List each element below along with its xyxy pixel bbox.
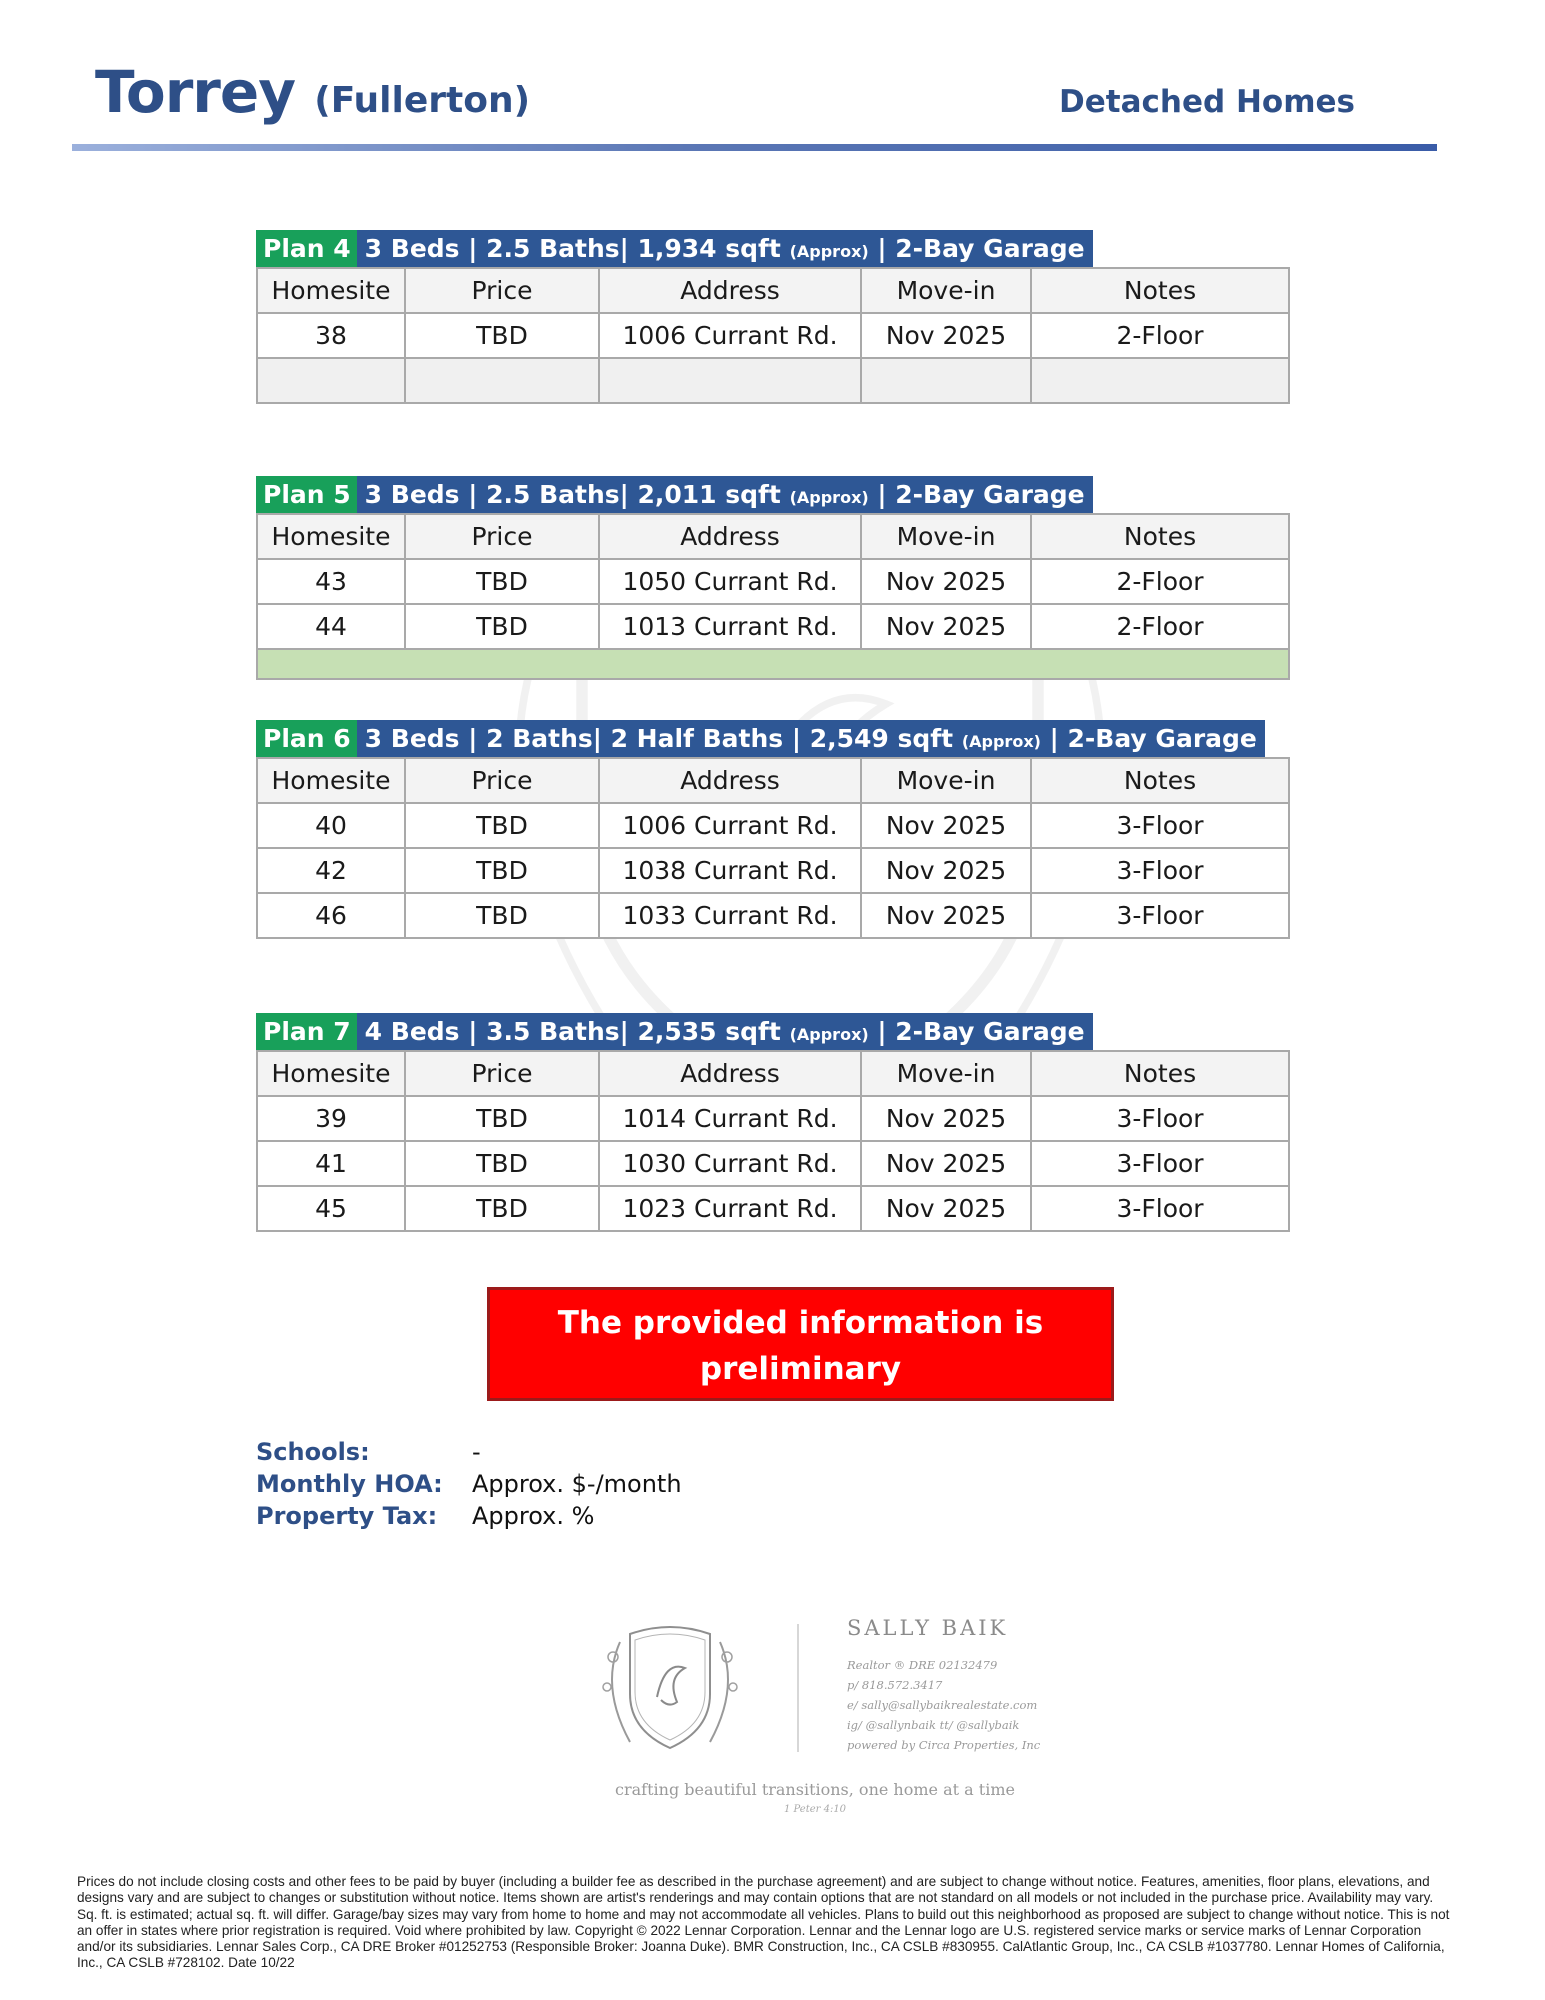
table-row <box>257 1186 1289 1231</box>
table-row <box>257 803 1289 848</box>
schools-row <box>256 1436 682 1468</box>
homesite-cell: 43 <box>257 559 405 604</box>
address-cell: 1006 Currant Rd. <box>599 803 861 848</box>
column-header-notes: Notes <box>1031 268 1289 313</box>
homesite-cell: 38 <box>257 313 405 358</box>
plan-specs: 3 Beds | 2.5 Baths| 2,011 sqft (Approx) | 2-Bay Garage <box>357 476 1093 513</box>
table-row <box>257 1096 1289 1141</box>
table-row <box>257 893 1289 938</box>
hoa-value: Approx. $-/month <box>472 1470 682 1498</box>
address-cell: 1023 Currant Rd. <box>599 1186 861 1231</box>
table-header-row <box>257 268 1289 313</box>
highlight-table-row <box>257 649 1289 679</box>
column-header-homesite: Homesite <box>257 1051 405 1096</box>
agent-verse: 1 Peter 4:10 <box>783 1804 847 1815</box>
column-header-price: Price <box>405 1051 599 1096</box>
tax-row <box>256 1500 682 1532</box>
price-cell: TBD <box>405 313 599 358</box>
header-divider <box>72 144 1437 151</box>
table-header-row <box>257 514 1289 559</box>
homesite-table <box>256 267 1290 404</box>
address-cell: 1006 Currant Rd. <box>599 313 861 358</box>
notes-cell: 2-Floor <box>1031 604 1289 649</box>
plan-name: Plan 7 <box>256 1013 357 1050</box>
plan-4-section <box>256 230 1288 404</box>
homesite-cell: 45 <box>257 1186 405 1231</box>
homesite-cell: 41 <box>257 1141 405 1186</box>
tax-value: Approx. % <box>472 1502 595 1530</box>
address-cell: 1014 Currant Rd. <box>599 1096 861 1141</box>
column-header-address: Address <box>599 514 861 559</box>
table-row <box>257 604 1289 649</box>
homesite-table <box>256 757 1290 939</box>
address-cell: 1038 Currant Rd. <box>599 848 861 893</box>
agent-brokerage: powered by Circa Properties, Inc <box>847 1738 1041 1752</box>
legal-disclaimer: Prices do not include closing costs and other fees to be paid by buyer (including a builder fee as described in the purchase agreement) and are subject to change without notice. Features, amenities, floor plans, elevations, and designs vary and are subject to changes or substitution without notice. Items shown are artist's renderings and may contain options that are not standard on all models or not included in the purchase price. Availability may vary. Sq. ft. is estimated; actual sq. ft. will differ. Garage/bay sizes may vary from home to home and may not accommodate all vehicles. Plans to build out this neighborhood as proposed are subject to change without notice. This is not an offer in states where prior registration is required. Void where prohibited by law. Copyright © 2022 Lennar Corporation. Lennar and the Lennar logo are U.S. registered service marks or service marks of Lennar Corporation and/or its subsidiaries. Lennar Sales Corp., CA DRE Broker #01252753 (Responsible Broker: Joanna Duke). BMR Construction, Inc., CA CSLB #830955. CalAtlantic Group, Inc., CA CSLB #1037780. Lennar Homes of California, Inc., CA CSLB #728102. Date 10/22 <box>77 1874 1450 1971</box>
column-header-address: Address <box>599 268 861 313</box>
page-title <box>95 58 530 126</box>
column-header-homesite: Homesite <box>257 268 405 313</box>
page-header <box>95 58 1355 128</box>
notice-line-1: The provided information is preliminary <box>557 1305 1044 1387</box>
address-cell: 1013 Currant Rd. <box>599 604 861 649</box>
price-cell: TBD <box>405 1096 599 1141</box>
preliminary-notice <box>487 1287 1114 1433</box>
price-cell: TBD <box>405 803 599 848</box>
notes-cell: 2-Floor <box>1031 313 1289 358</box>
price-cell: TBD <box>405 893 599 938</box>
move-in-cell: Nov 2025 <box>861 313 1031 358</box>
table-row <box>257 559 1289 604</box>
address-cell: 1030 Currant Rd. <box>599 1141 861 1186</box>
column-header-homesite: Homesite <box>257 514 405 559</box>
agent-divider <box>797 1624 799 1752</box>
column-header-move-in: Move-in <box>861 514 1031 559</box>
home-type-label: Detached Homes <box>1059 84 1355 120</box>
plan-specs: 4 Beds | 3.5 Baths| 2,535 sqft (Approx) | 2-Bay Garage <box>357 1013 1093 1050</box>
agent-email: e/ sally@sallybaikrealestate.com <box>847 1698 1038 1712</box>
price-cell: TBD <box>405 1141 599 1186</box>
move-in-cell: Nov 2025 <box>861 803 1031 848</box>
column-header-notes: Notes <box>1031 514 1289 559</box>
column-header-move-in: Move-in <box>861 1051 1031 1096</box>
plan-5-section <box>256 476 1288 680</box>
table-row <box>257 1141 1289 1186</box>
column-header-move-in: Move-in <box>861 758 1031 803</box>
empty-table-row <box>257 358 1289 403</box>
hoa-label: Monthly HOA: <box>256 1470 443 1498</box>
table-row <box>257 848 1289 893</box>
community-name: Torrey <box>95 58 296 126</box>
address-cell: 1033 Currant Rd. <box>599 893 861 938</box>
notes-cell: 3-Floor <box>1031 803 1289 848</box>
agent-phone: p/ 818.572.3417 <box>847 1678 943 1692</box>
move-in-cell: Nov 2025 <box>861 559 1031 604</box>
plan-specs: 3 Beds | 2.5 Baths| 1,934 sqft (Approx) | 2-Bay Garage <box>357 230 1093 267</box>
table-header-row <box>257 758 1289 803</box>
table-header-row <box>257 1051 1289 1096</box>
hoa-row <box>256 1468 682 1500</box>
homesite-cell: 44 <box>257 604 405 649</box>
schools-value: - <box>472 1438 481 1466</box>
plan-header <box>256 720 1288 757</box>
notes-cell: 3-Floor <box>1031 848 1289 893</box>
plan-header <box>256 476 1288 513</box>
price-cell: TBD <box>405 559 599 604</box>
column-header-notes: Notes <box>1031 1051 1289 1096</box>
agent-tagline: crafting beautiful transitions, one home at a time <box>615 1780 1015 1799</box>
plan-6-section <box>256 720 1288 939</box>
column-header-price: Price <box>405 758 599 803</box>
table-row <box>257 313 1289 358</box>
column-header-address: Address <box>599 1051 861 1096</box>
community-info <box>256 1436 682 1532</box>
price-cell: TBD <box>405 848 599 893</box>
homesite-table <box>256 1050 1290 1232</box>
column-header-price: Price <box>405 514 599 559</box>
notes-cell: 2-Floor <box>1031 559 1289 604</box>
homesite-table <box>256 513 1290 680</box>
column-header-price: Price <box>405 268 599 313</box>
move-in-cell: Nov 2025 <box>861 893 1031 938</box>
notes-cell: 3-Floor <box>1031 893 1289 938</box>
move-in-cell: Nov 2025 <box>861 1186 1031 1231</box>
column-header-move-in: Move-in <box>861 268 1031 313</box>
plan-specs: 3 Beds | 2 Baths| 2 Half Baths | 2,549 sqft (Approx) | 2-Bay Garage <box>357 720 1265 757</box>
plan-name: Plan 5 <box>256 476 357 513</box>
plan-name: Plan 4 <box>256 230 357 267</box>
address-cell: 1050 Currant Rd. <box>599 559 861 604</box>
homesite-cell: 40 <box>257 803 405 848</box>
tax-label: Property Tax: <box>256 1502 438 1530</box>
notice-line-2: and subject to change! <box>599 1397 1002 1433</box>
schools-label: Schools: <box>256 1438 370 1466</box>
price-cell: TBD <box>405 604 599 649</box>
plan-name: Plan 6 <box>256 720 357 757</box>
agent-crest-logo-icon <box>585 1612 755 1762</box>
plan-7-section <box>256 1013 1288 1232</box>
homesite-cell: 42 <box>257 848 405 893</box>
agent-social: ig/ @sallynbaik tt/ @sallybaik <box>847 1718 1020 1732</box>
price-cell: TBD <box>405 1186 599 1231</box>
notes-cell: 3-Floor <box>1031 1186 1289 1231</box>
move-in-cell: Nov 2025 <box>861 848 1031 893</box>
plan-header <box>256 1013 1288 1050</box>
homesite-cell: 39 <box>257 1096 405 1141</box>
move-in-cell: Nov 2025 <box>861 1141 1031 1186</box>
notes-cell: 3-Floor <box>1031 1096 1289 1141</box>
plan-header <box>256 230 1288 267</box>
move-in-cell: Nov 2025 <box>861 604 1031 649</box>
column-header-notes: Notes <box>1031 758 1289 803</box>
homesite-cell: 46 <box>257 893 405 938</box>
column-header-homesite: Homesite <box>257 758 405 803</box>
move-in-cell: Nov 2025 <box>861 1096 1031 1141</box>
column-header-address: Address <box>599 758 861 803</box>
community-city: (Fullerton) <box>314 80 531 121</box>
agent-card <box>585 1612 1045 1827</box>
notes-cell: 3-Floor <box>1031 1141 1289 1186</box>
agent-name: SALLY BAIK <box>847 1616 1009 1640</box>
agent-license: Realtor ® DRE 02132479 <box>847 1658 998 1672</box>
